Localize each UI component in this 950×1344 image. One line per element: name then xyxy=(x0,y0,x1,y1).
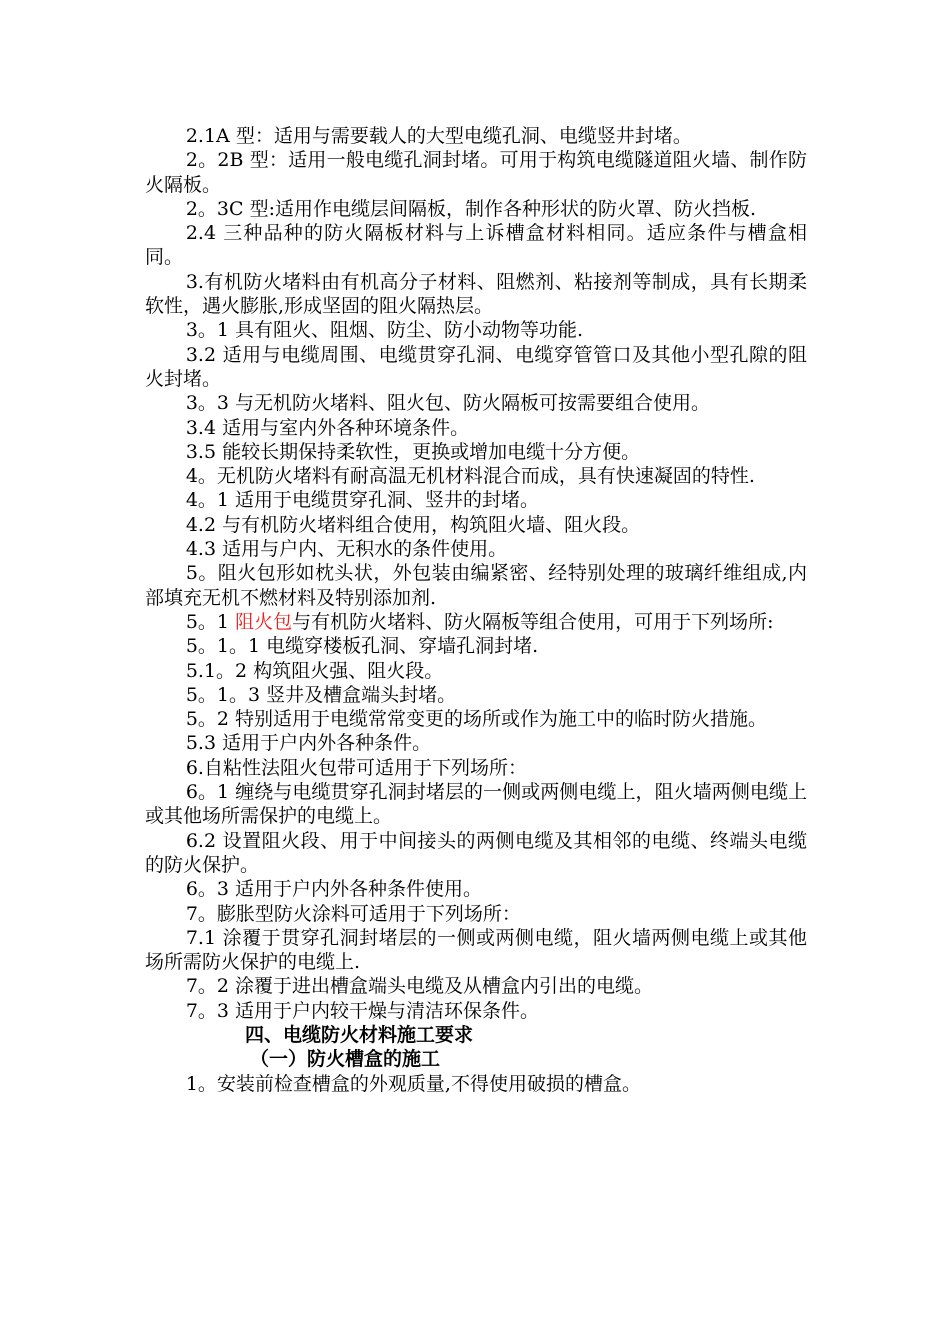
paragraph: 5。1。1 电缆穿楼板孔洞、穿墙孔洞封堵. xyxy=(185,635,539,658)
paragraph: 7。膨胀型防火涂料可适用于下列场所： xyxy=(185,902,521,925)
paragraph: 2.4 三种品种的防火隔板材料与上诉槽盒材料相同。适应条件与槽盒相同。 xyxy=(145,222,807,269)
paragraph: 6.2 设置阻火段、用于中间接头的两侧电缆及其相邻的电缆、终端头电缆的防火保护。 xyxy=(145,829,807,876)
paragraph: 3.2 适用与电缆周围、电缆贯穿孔洞、电缆穿管管口及其他小型孔隙的阻火封堵。 xyxy=(145,343,807,390)
document-body xyxy=(145,124,807,1096)
paragraph: 2。3C 型:适用作电缆层间隔板，制作各种形状的防火罩、防火挡板. xyxy=(185,197,757,220)
section-heading: 四、电缆防火材料施工要求 xyxy=(245,1023,474,1046)
paragraph: 3。3 与无机防火堵料、阻火包、防火隔板可按需要组合使用。 xyxy=(185,392,711,415)
paragraph: 3.有机防火堵料由有机高分子材料、阻燃剂、粘接剂等制成，具有长期柔软性，遇火膨胀,形成坚固的阻火隔热层。 xyxy=(145,270,807,318)
paragraph: 6。3 适用于户内外各种条件使用。 xyxy=(185,878,483,901)
paragraph-5-1-suffix: 与有机防火堵料、防火隔板等组合使用，可用于下列场所: xyxy=(292,610,774,633)
paragraph: 1。安装前检查槽盒的外观质量,不得使用破损的槽盒。 xyxy=(185,1072,641,1095)
subsection-heading: （一）防火槽盒的施工 xyxy=(250,1048,441,1071)
paragraph: 6.自粘性法阻火包带可适用于下列场所： xyxy=(185,756,527,779)
paragraph: 3.5 能较长期保持柔软性，更换或增加电缆十分方便。 xyxy=(185,440,641,463)
paragraph-5-1 xyxy=(145,610,807,634)
paragraph: 5.1。2 构筑阻火强、阻火段。 xyxy=(185,659,444,682)
paragraph: 4.3 适用与户内、无积水的条件使用。 xyxy=(185,538,508,561)
paragraph: 7.1 涂覆于贯穿孔洞封堵层的一侧或两侧电缆，阻火墙两侧电缆上或其他场所需防火保护的电缆上. xyxy=(145,926,807,974)
paragraph: 5.3 适用于户内外各种条件。 xyxy=(185,732,432,755)
highlighted-term: 阻火包 xyxy=(235,610,293,633)
paragraph: 2.1A 型：适用与需要载人的大型电缆孔洞、电缆竖井封堵。 xyxy=(185,125,692,147)
paragraph: 5。1。3 竖井及槽盒端头封堵。 xyxy=(185,683,457,706)
paragraph-5-1-prefix: 5。1 xyxy=(185,610,236,633)
paragraph: 4.2 与有机防火堵料组合使用，构筑阻火墙、阻火段。 xyxy=(185,513,641,536)
paragraph: 7。3 适用于户内较干燥与清洁环保条件。 xyxy=(185,999,540,1022)
paragraph: 5。阻火包形如枕头状，外包装由编紧密、经特别处理的玻璃纤维组成,内部填充无机不燃材料及特别添加剂. xyxy=(145,562,807,609)
paragraph: 5。2 特别适用于电缆常常变更的场所或作为施工中的临时防火措施。 xyxy=(185,708,768,731)
paragraph: 2。2B 型：适用一般电缆孔洞封堵。可用于构筑电缆隧道阻火墙、制作防火隔板。 xyxy=(145,149,807,196)
paragraph: 4。1 适用于电缆贯穿孔洞、竖井的封堵。 xyxy=(185,489,540,512)
paragraph: 4。无机防火堵料有耐高温无机材料混合而成，具有快速凝固的特性. xyxy=(185,465,755,488)
paragraph: 3。1 具有阻火、阻烟、防尘、防小动物等功能. xyxy=(185,319,584,342)
paragraph: 3.4 适用与室内外各种环境条件。 xyxy=(185,416,470,439)
paragraph: 6。1 缠绕与电缆贯穿孔洞封堵层的一侧或两侧电缆上，阻火墙两侧电缆上或其他场所需保护的电缆上。 xyxy=(145,781,807,828)
paragraph: 7。2 涂覆于进出槽盒端头电缆及从槽盒内引出的电缆。 xyxy=(185,975,654,998)
